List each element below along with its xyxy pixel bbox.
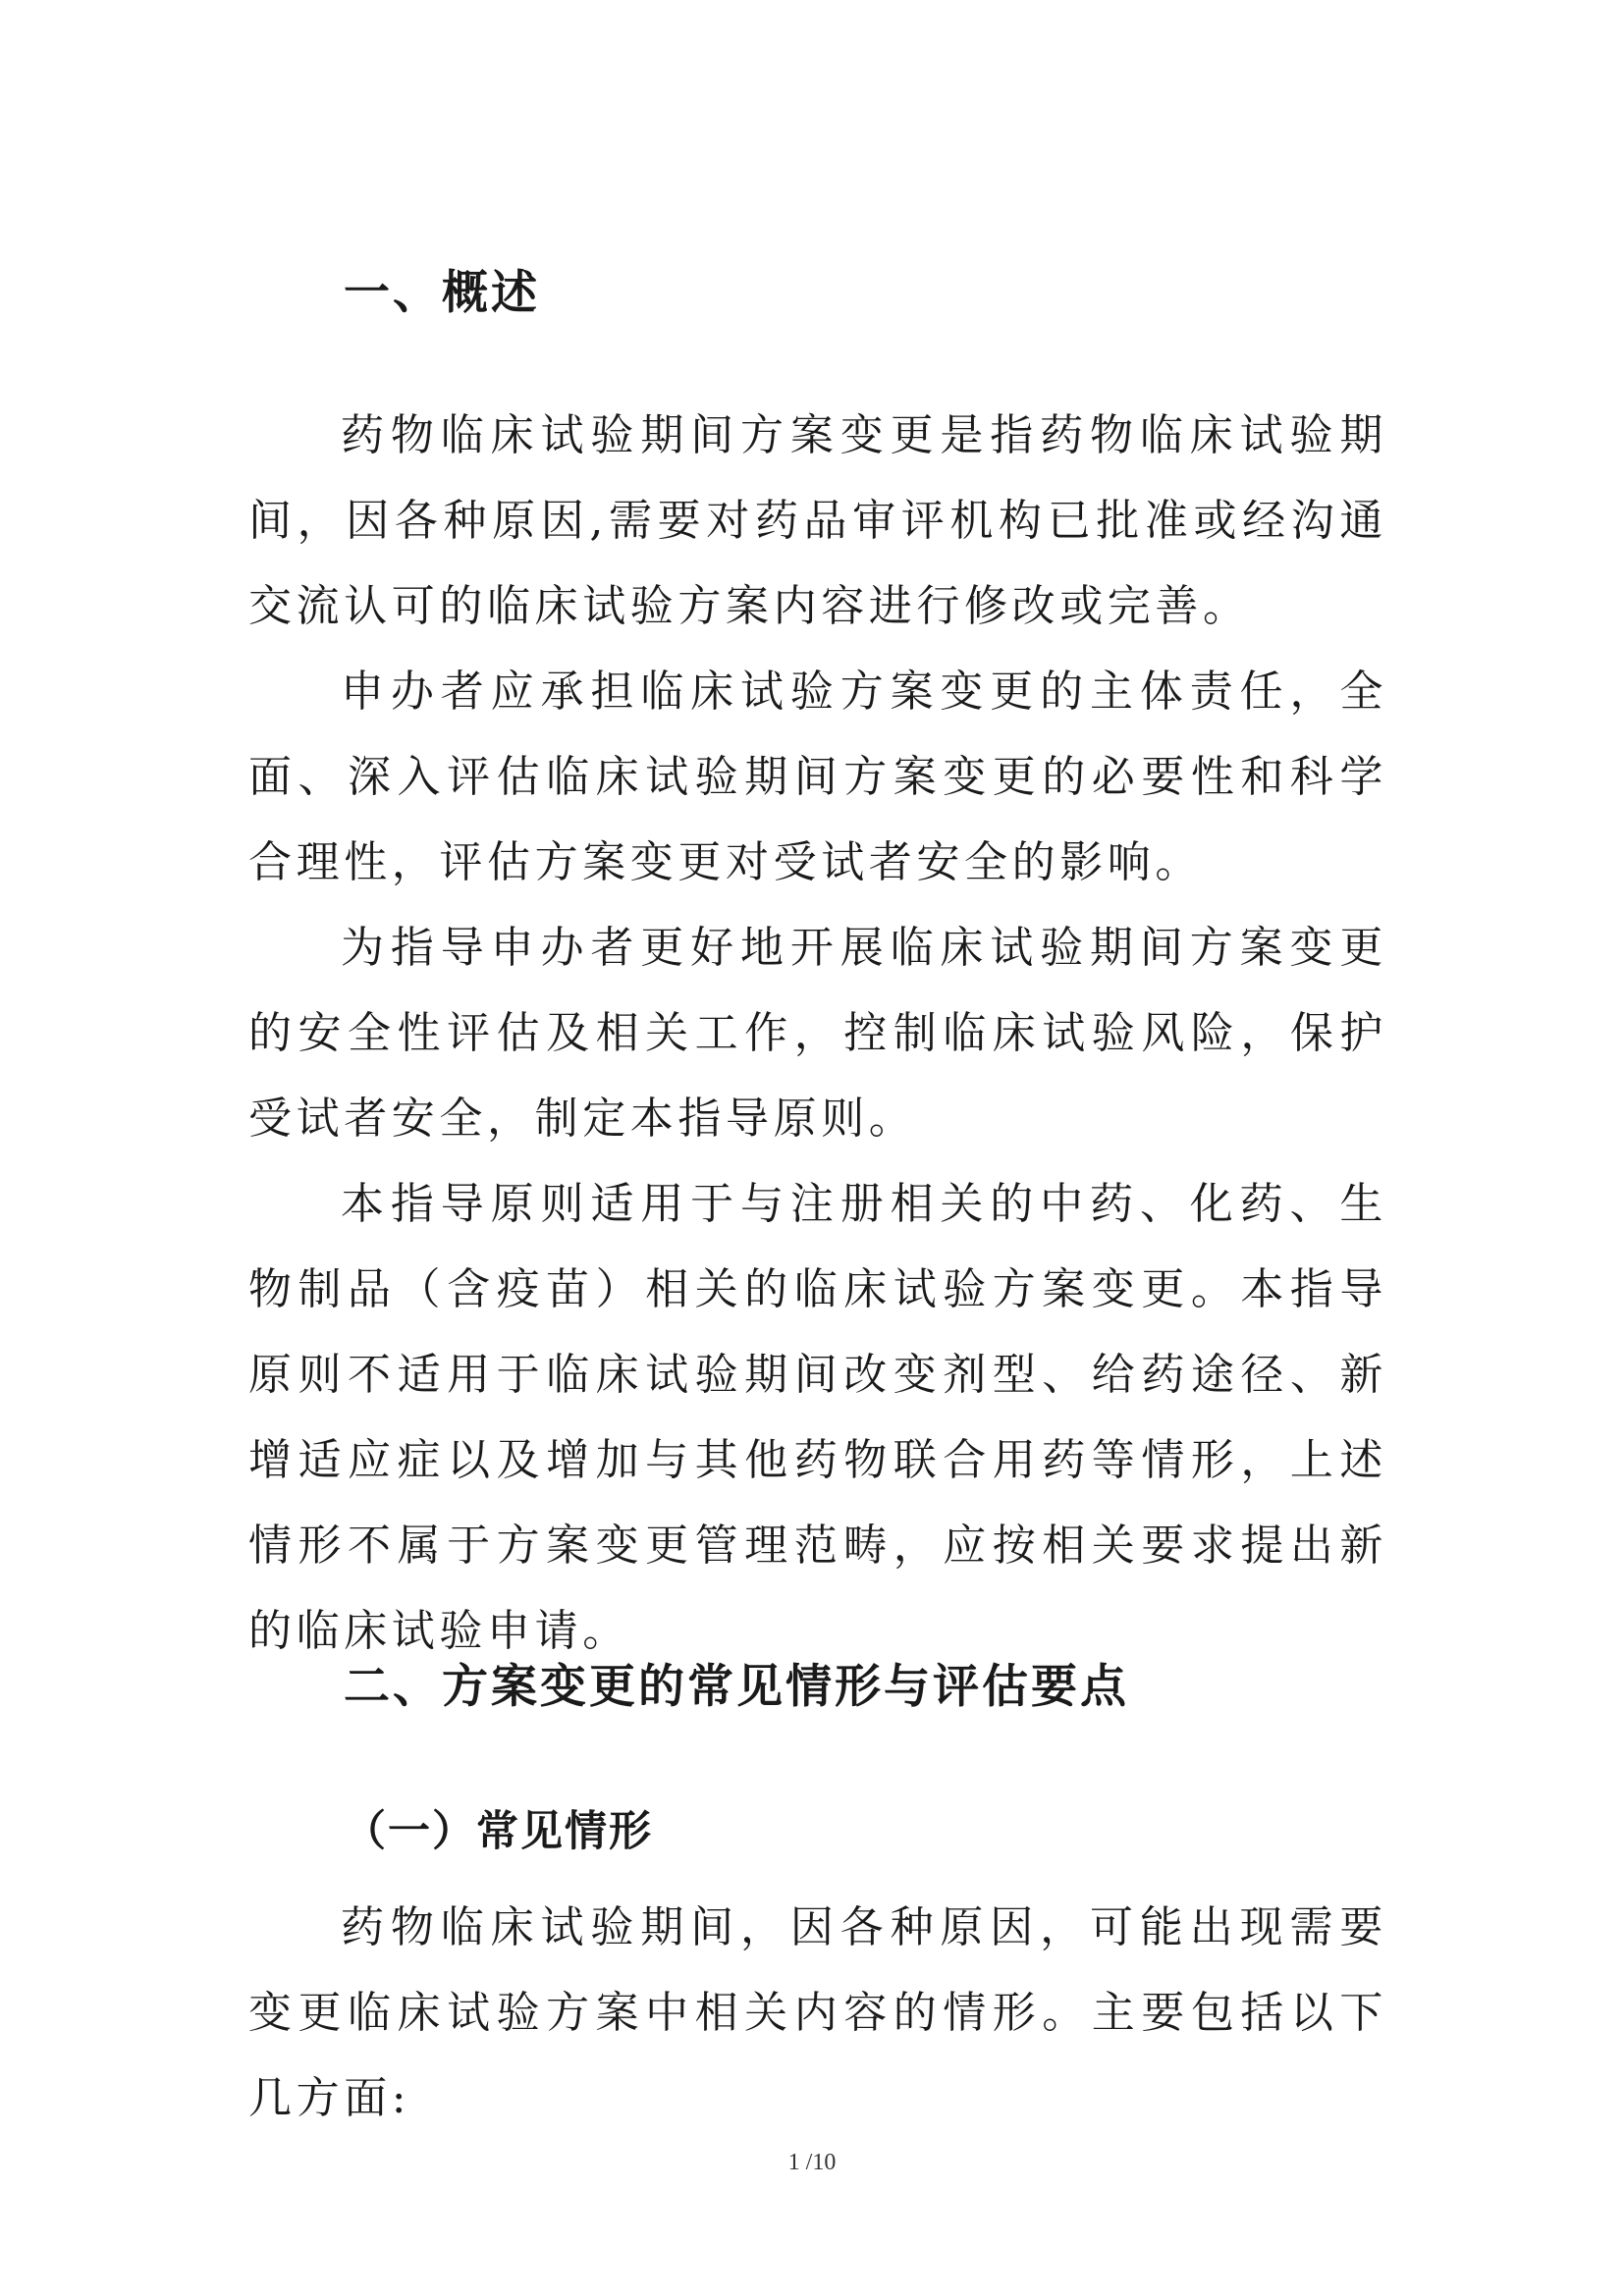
section-2-heading: 二、方案变更的常见情形与评估要点	[344, 1660, 1129, 1714]
section-1-paragraph-1: 药物临床试验期间方案变更是指药物临床试验期间，因各种原因,需要对药品审评机构已批准或经沟通交流认可的临床试验方案内容进行修改或完善。	[248, 410, 1387, 631]
page-number: 1 /10	[787, 2150, 837, 2175]
section-1-paragraph-2: 申办者应承担临床试验方案变更的主体责任，全面、深入评估临床试验期间方案变更的必要性和科学合理性，评估方案变更对受试者安全的影响。	[248, 667, 1387, 887]
section-1-paragraph-4: 本指导原则适用于与注册相关的中药、化药、生物制品（含疫苗）相关的临床试验方案变更。本指导原则不适用于临床试验期间改变剂型、给药途径、新增适应症以及增加与其他药物联合用药等情形，上述情形不属于方案变更管理范畴，应按相关要求提出新的临床试验申请。	[248, 1179, 1387, 1656]
section-1-heading: 一、概述	[344, 266, 540, 320]
section-1-paragraph-3: 为指导申办者更好地开展临床试验期间方案变更的安全性评估及相关工作，控制临床试验风险，保护受试者安全，制定本指导原则。	[248, 923, 1387, 1144]
section-2-subsection-1-paragraph-1: 药物临床试验期间，因各种原因，可能出现需要变更临床试验方案中相关内容的情形。主要包括以下几方面:	[248, 1902, 1387, 2123]
section-2-subsection-1-heading: （一）常见情形	[344, 1807, 653, 1856]
